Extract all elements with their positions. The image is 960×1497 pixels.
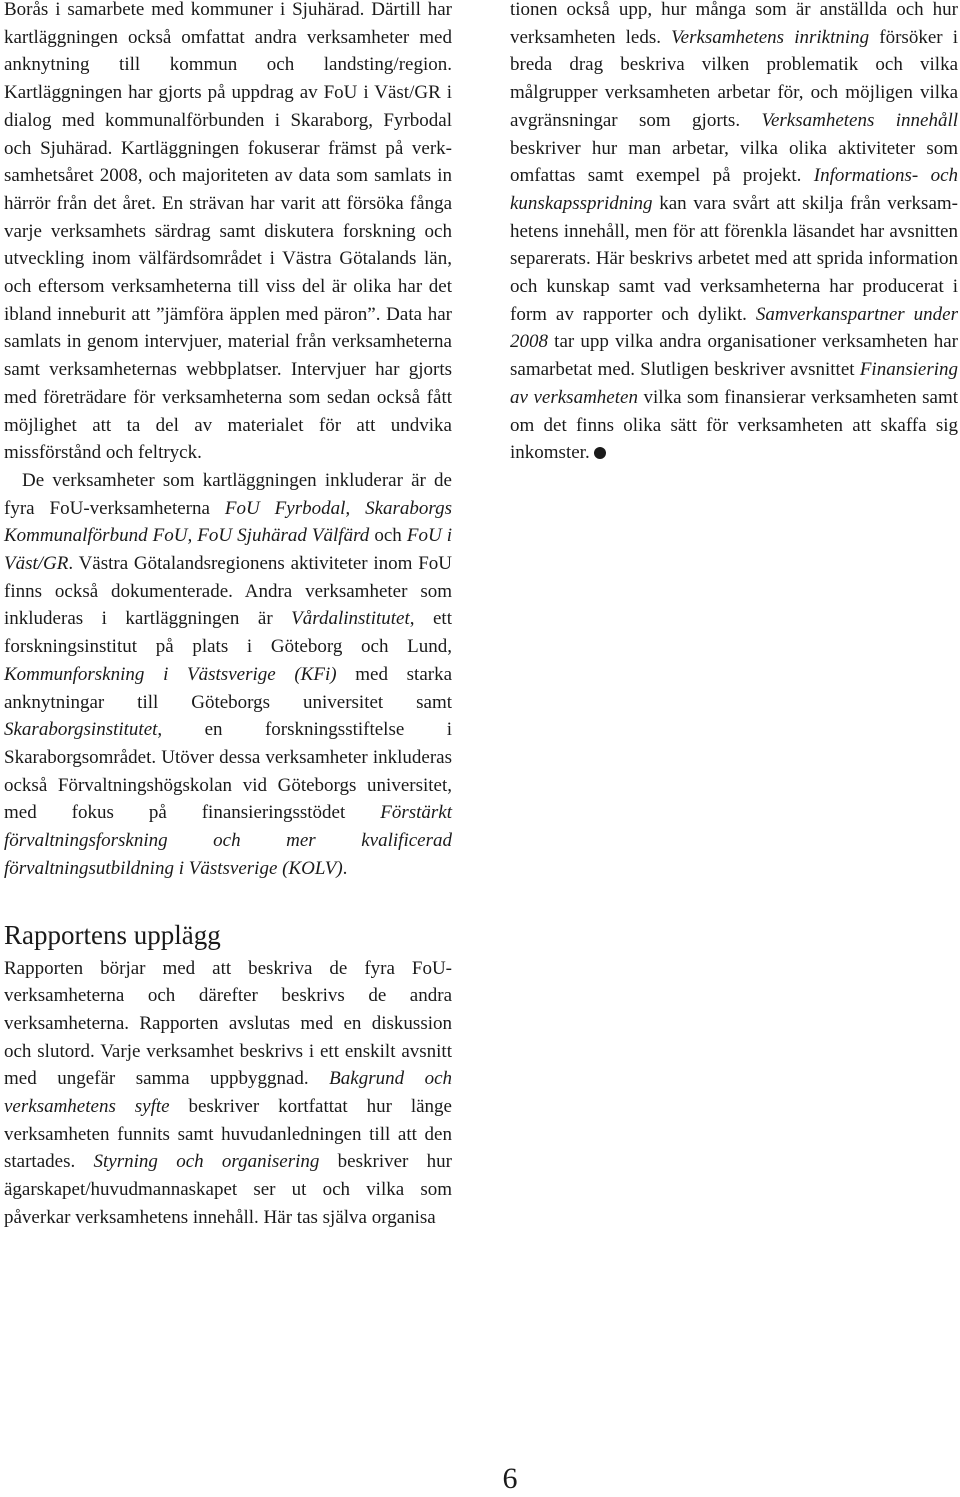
left-column (4, 0, 452, 1232)
text-run: De verksamheter som kartläggningen inkluderar är de fyra FoU-verksamheterna (4, 469, 452, 519)
right-column (510, 0, 958, 467)
italic-term: Verksamhetens inriktning (671, 26, 870, 48)
italic-term: Verksamhetens innehåll (761, 109, 959, 131)
italic-term: Styrning och organisering (93, 1151, 320, 1173)
italic-term: Skaraborgsinstitutet (4, 719, 158, 741)
text-run: tar upp vilka andra organisationer verksamheten har samarbetat med. Slutligen beskriver avsnittet (510, 331, 958, 381)
text-run: försöker i breda drag beskriva vilken problematik och vilka målgrupper verksamheten arbetar för, och möjligen vilka avgränsningar som gjorts. (510, 26, 958, 131)
paragraph-report-structure (4, 955, 452, 1232)
italic-term: Kommunforskning i Västsverige (KFi) (4, 663, 337, 685)
paragraph-included-organisations (4, 467, 452, 883)
text-run: med starka anknytningar till Göteborgs universitet samt (4, 663, 453, 713)
text-run: beskriver kortfattat hur länge verksamheten funnits samt huvudanledningen till att den startades. (4, 1096, 452, 1173)
italic-term: Finansiering av verksamheten (510, 359, 958, 408)
text-run: beskriver hur ägarskapet/huvudmannaskapet ser ut och vilka som påverkar verksamhetens innehåll. Här tas själva organisa (4, 1151, 452, 1228)
text-run: tionen också upp, hur många som är anställda och hur verksamheten leds. (510, 0, 958, 48)
text-run: , ett forskningsinstitut på plats i Göteborg och Lund, (4, 608, 452, 658)
page-number: 6 (502, 1462, 518, 1495)
text-run: Borås i samarbete med kommuner i Sjuhärad. Därtill har kartläggningen också omfattat andra verksamheter med anknytning till kommun och landsting/region. Kartläggningen har gjorts på uppdrag av FoU i Väst/GR i dialog med kommunalförbunden i Skaraborg, Fyrbodal och Sjuhärad. Kartläggningen fokuserar främst på verksamhetsåret 2008, och majoriteten av data som samlats in härrör från det året. En strävan har varit att försöka fånga varje verksamhets särdrag samt diskutera forskning och utveckling inom välfärdsområdet i Västra Götalands län, och eftersom verksamheterna till viss del är olika har det ibland inneburit att ”jämföra äpplen med päron”. Data har samlats in genom intervjuer, material från verksamheterna samt verksamheternas webbplatser. Intervjuer har gjorts med företrädare för verksamheterna som sedan också fått möjlighet att ta del av materialet för att undvika missförstånd och feltryck. (4, 0, 452, 464)
italic-term: Vårdalinstitutet (291, 608, 410, 630)
italic-term: FoU Fyrbodal, Skaraborgs Kommunalförbund FoU, FoU Sjuhärad Välfärd (4, 497, 452, 547)
paragraph-survey-scope (4, 0, 452, 467)
text-run: vilka som finansierar verksamheten samt om det finns olika sätt för verksamheten att skaffa sig inkomster. (510, 386, 959, 464)
italic-term: Informations- och kunskapsspridning (510, 165, 958, 214)
text-run: beskriver hur man arbetar, vilka olika aktiviteter som omfattas samt exempel på projekt. (510, 137, 958, 187)
italic-term: FoU i Väst/GR (4, 525, 453, 575)
text-run: och (369, 525, 407, 547)
text-run: Rapporten börjar med att beskriva de fyra FoU-verksamheterna och därefter beskrivs de andra verksamheterna. Rapporten avslutas med en diskussion och slutord. Varje verksamhet beskrivs i ett enskilt avsnitt med ungefär samma uppbyggnad. (4, 957, 452, 1090)
italic-term: Förstärkt förvaltningsforskning och mer kvalificerad förvaltningsutbildning i Västsverige (KOLV) (4, 802, 452, 879)
end-of-article-bullet-icon (594, 447, 606, 459)
paragraph-report-structure-continued (510, 0, 958, 467)
italic-term: Samverkanspartner under 2008 (510, 303, 959, 353)
text-run: . Västra Götalandsregionens aktiviteter inom FoU finns också dokumenterade. Andra verksamheter som inkluderas i kartläggningen är (4, 553, 452, 630)
text-run: kan vara svårt att skilja från verksamhetens innehåll, men för att förenkla läsandet har avsnitten separerats. Här beskrivs arbetet med att sprida information och kunskap samt vad verksamheterna har producerat i form av rapporter och dylikt. (510, 192, 958, 325)
section-heading: Rapportens upplägg (4, 919, 221, 950)
text-run: , en forskningsstiftelse i Skaraborgsområdet. Utöver dessa verksamheter inkluderas också Förvaltningshögskolan vid Göteborgs universitet, med fokus på finansieringsstödet (4, 719, 452, 824)
text-run: . (342, 857, 348, 879)
italic-term: Bakgrund och verksamhetens syfte (4, 1068, 453, 1118)
